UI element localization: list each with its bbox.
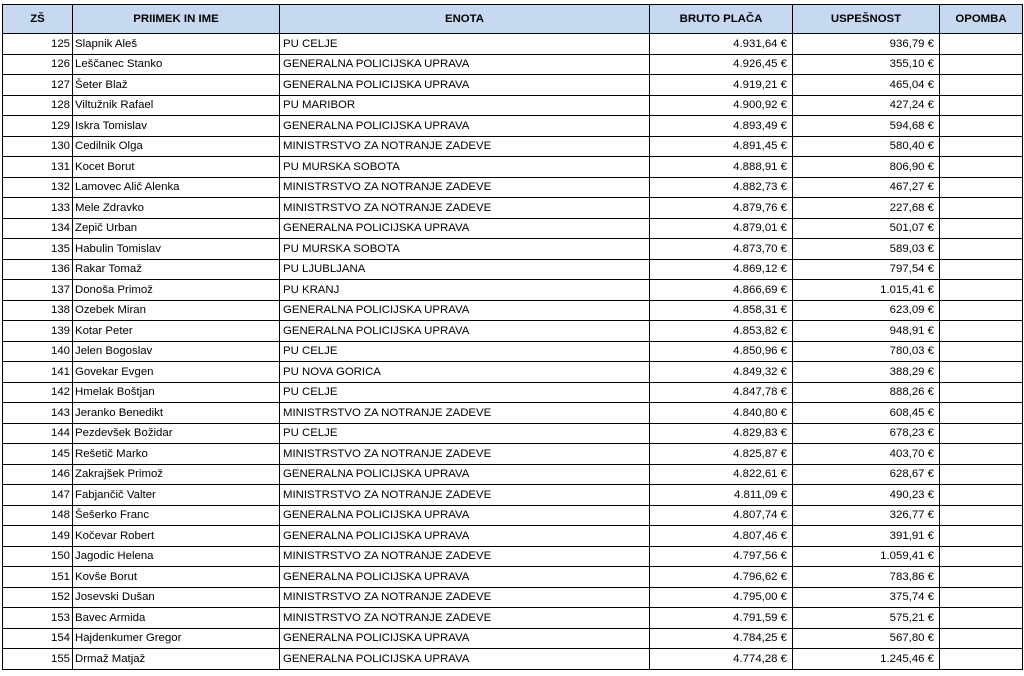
- cell-num: 128: [3, 95, 73, 116]
- cell-unit: PU MURSKA SOBOTA: [280, 239, 650, 260]
- cell-name: Hajdenkumer Gregor: [73, 628, 280, 649]
- cell-unit: GENERALNA POLICIJSKA UPRAVA: [280, 628, 650, 649]
- cell-num: 147: [3, 485, 73, 506]
- cell-num: 126: [3, 54, 73, 75]
- cell-unit: GENERALNA POLICIJSKA UPRAVA: [280, 54, 650, 75]
- cell-bonus: 1.015,41 €: [793, 280, 940, 301]
- table-row: [3, 75, 1023, 96]
- cell-gross: 4.869,12 €: [650, 259, 793, 280]
- cell-unit: GENERALNA POLICIJSKA UPRAVA: [280, 464, 650, 485]
- cell-bonus: 375,74 €: [793, 587, 940, 608]
- table-row: [3, 649, 1023, 670]
- cell-unit: MINISTRSTVO ZA NOTRANJE ZADEVE: [280, 546, 650, 567]
- cell-bonus: 490,23 €: [793, 485, 940, 506]
- cell-num: 139: [3, 321, 73, 342]
- cell-bonus: 501,07 €: [793, 218, 940, 239]
- cell-name: Govekar Evgen: [73, 362, 280, 383]
- cell-gross: 4.893,49 €: [650, 116, 793, 137]
- cell-gross: 4.882,73 €: [650, 177, 793, 198]
- table-row: [3, 362, 1023, 383]
- cell-unit: PU KRANJ: [280, 280, 650, 301]
- table-row: [3, 54, 1023, 75]
- cell-note: [940, 34, 1023, 55]
- header-unit: ENOTA: [280, 5, 650, 34]
- cell-name: Mele Zdravko: [73, 198, 280, 219]
- cell-num: 142: [3, 382, 73, 403]
- cell-num: 132: [3, 177, 73, 198]
- table-row: [3, 628, 1023, 649]
- cell-bonus: 780,03 €: [793, 341, 940, 362]
- table-row: [3, 259, 1023, 280]
- cell-note: [940, 546, 1023, 567]
- header-note: OPOMBA: [940, 5, 1023, 34]
- cell-num: 149: [3, 526, 73, 547]
- cell-note: [940, 505, 1023, 526]
- cell-gross: 4.873,70 €: [650, 239, 793, 260]
- cell-gross: 4.866,69 €: [650, 280, 793, 301]
- cell-name: Viltužnik Rafael: [73, 95, 280, 116]
- cell-gross: 4.849,32 €: [650, 362, 793, 383]
- cell-note: [940, 403, 1023, 424]
- cell-name: Pezdevšek Božidar: [73, 423, 280, 444]
- cell-note: [940, 321, 1023, 342]
- cell-note: [940, 116, 1023, 137]
- cell-name: Donoša Primož: [73, 280, 280, 301]
- table-row: [3, 300, 1023, 321]
- cell-bonus: 678,23 €: [793, 423, 940, 444]
- cell-gross: 4.825,87 €: [650, 444, 793, 465]
- cell-num: 151: [3, 567, 73, 588]
- cell-gross: 4.829,83 €: [650, 423, 793, 444]
- cell-bonus: 628,67 €: [793, 464, 940, 485]
- cell-note: [940, 300, 1023, 321]
- table-row: [3, 157, 1023, 178]
- cell-num: 143: [3, 403, 73, 424]
- cell-gross: 4.858,31 €: [650, 300, 793, 321]
- cell-num: 127: [3, 75, 73, 96]
- table-row: [3, 239, 1023, 260]
- cell-note: [940, 198, 1023, 219]
- table-row: [3, 34, 1023, 55]
- table-row: [3, 95, 1023, 116]
- cell-num: 155: [3, 649, 73, 670]
- table-row: [3, 567, 1023, 588]
- cell-note: [940, 177, 1023, 198]
- table-body: [3, 34, 1023, 670]
- cell-unit: MINISTRSTVO ZA NOTRANJE ZADEVE: [280, 608, 650, 629]
- cell-unit: GENERALNA POLICIJSKA UPRAVA: [280, 649, 650, 670]
- cell-gross: 4.847,78 €: [650, 382, 793, 403]
- header-num: ZŠ: [3, 5, 73, 34]
- cell-num: 146: [3, 464, 73, 485]
- cell-gross: 4.774,28 €: [650, 649, 793, 670]
- cell-note: [940, 444, 1023, 465]
- cell-gross: 4.919,21 €: [650, 75, 793, 96]
- cell-note: [940, 259, 1023, 280]
- cell-bonus: 391,91 €: [793, 526, 940, 547]
- cell-bonus: 783,86 €: [793, 567, 940, 588]
- cell-gross: 4.888,91 €: [650, 157, 793, 178]
- cell-unit: PU LJUBLJANA: [280, 259, 650, 280]
- header-name: PRIIMEK IN IME: [73, 5, 280, 34]
- cell-unit: GENERALNA POLICIJSKA UPRAVA: [280, 321, 650, 342]
- cell-note: [940, 341, 1023, 362]
- cell-num: 152: [3, 587, 73, 608]
- table-row: [3, 341, 1023, 362]
- cell-name: Rešetič Marko: [73, 444, 280, 465]
- cell-name: Jeranko Benedikt: [73, 403, 280, 424]
- cell-bonus: 403,70 €: [793, 444, 940, 465]
- cell-unit: MINISTRSTVO ZA NOTRANJE ZADEVE: [280, 136, 650, 157]
- table-row: [3, 485, 1023, 506]
- cell-gross: 4.796,62 €: [650, 567, 793, 588]
- table-row: [3, 116, 1023, 137]
- cell-name: Jagodic Helena: [73, 546, 280, 567]
- cell-gross: 4.850,96 €: [650, 341, 793, 362]
- header-row: [3, 5, 1023, 34]
- cell-bonus: 1.059,41 €: [793, 546, 940, 567]
- cell-bonus: 575,21 €: [793, 608, 940, 629]
- cell-name: Hmelak Boštjan: [73, 382, 280, 403]
- cell-name: Ozebek Miran: [73, 300, 280, 321]
- cell-unit: GENERALNA POLICIJSKA UPRAVA: [280, 300, 650, 321]
- cell-num: 125: [3, 34, 73, 55]
- table-row: [3, 177, 1023, 198]
- cell-name: Bavec Armida: [73, 608, 280, 629]
- cell-name: Zakrajšek Primož: [73, 464, 280, 485]
- cell-unit: PU CELJE: [280, 382, 650, 403]
- cell-num: 145: [3, 444, 73, 465]
- cell-bonus: 580,40 €: [793, 136, 940, 157]
- cell-unit: PU CELJE: [280, 34, 650, 55]
- cell-bonus: 623,09 €: [793, 300, 940, 321]
- header-gross: BRUTO PLAČA: [650, 5, 793, 34]
- cell-note: [940, 526, 1023, 547]
- cell-gross: 4.797,56 €: [650, 546, 793, 567]
- cell-note: [940, 95, 1023, 116]
- table-row: [3, 587, 1023, 608]
- cell-bonus: 427,24 €: [793, 95, 940, 116]
- cell-num: 137: [3, 280, 73, 301]
- table-row: [3, 136, 1023, 157]
- table-row: [3, 505, 1023, 526]
- cell-unit: GENERALNA POLICIJSKA UPRAVA: [280, 75, 650, 96]
- salary-table: [2, 4, 1023, 670]
- cell-gross: 4.931,64 €: [650, 34, 793, 55]
- cell-bonus: 888,26 €: [793, 382, 940, 403]
- cell-bonus: 227,68 €: [793, 198, 940, 219]
- cell-note: [940, 649, 1023, 670]
- cell-name: Kotar Peter: [73, 321, 280, 342]
- cell-note: [940, 567, 1023, 588]
- table-row: [3, 526, 1023, 547]
- cell-unit: PU NOVA GORICA: [280, 362, 650, 383]
- cell-unit: GENERALNA POLICIJSKA UPRAVA: [280, 505, 650, 526]
- cell-note: [940, 608, 1023, 629]
- cell-unit: GENERALNA POLICIJSKA UPRAVA: [280, 116, 650, 137]
- cell-name: Kočevar Robert: [73, 526, 280, 547]
- cell-gross: 4.807,46 €: [650, 526, 793, 547]
- cell-num: 153: [3, 608, 73, 629]
- cell-bonus: 355,10 €: [793, 54, 940, 75]
- cell-unit: GENERALNA POLICIJSKA UPRAVA: [280, 218, 650, 239]
- table-row: [3, 546, 1023, 567]
- cell-name: Rakar Tomaž: [73, 259, 280, 280]
- table-row: [3, 382, 1023, 403]
- cell-bonus: 589,03 €: [793, 239, 940, 260]
- cell-name: Cedilnik Olga: [73, 136, 280, 157]
- cell-gross: 4.900,92 €: [650, 95, 793, 116]
- cell-unit: MINISTRSTVO ZA NOTRANJE ZADEVE: [280, 198, 650, 219]
- cell-name: Kocet Borut: [73, 157, 280, 178]
- cell-num: 133: [3, 198, 73, 219]
- cell-name: Zepič Urban: [73, 218, 280, 239]
- cell-note: [940, 54, 1023, 75]
- table-row: [3, 321, 1023, 342]
- cell-gross: 4.879,76 €: [650, 198, 793, 219]
- cell-note: [940, 587, 1023, 608]
- cell-note: [940, 382, 1023, 403]
- table-row: [3, 464, 1023, 485]
- cell-bonus: 936,79 €: [793, 34, 940, 55]
- cell-num: 129: [3, 116, 73, 137]
- cell-gross: 4.807,74 €: [650, 505, 793, 526]
- cell-num: 154: [3, 628, 73, 649]
- cell-num: 144: [3, 423, 73, 444]
- cell-name: Slapnik Aleš: [73, 34, 280, 55]
- cell-unit: MINISTRSTVO ZA NOTRANJE ZADEVE: [280, 444, 650, 465]
- cell-name: Leščanec Stanko: [73, 54, 280, 75]
- cell-bonus: 567,80 €: [793, 628, 940, 649]
- cell-name: Šeter Blaž: [73, 75, 280, 96]
- cell-num: 136: [3, 259, 73, 280]
- cell-name: Habulin Tomislav: [73, 239, 280, 260]
- cell-num: 150: [3, 546, 73, 567]
- cell-bonus: 608,45 €: [793, 403, 940, 424]
- cell-name: Šešerko Franc: [73, 505, 280, 526]
- cell-gross: 4.926,45 €: [650, 54, 793, 75]
- cell-gross: 4.784,25 €: [650, 628, 793, 649]
- cell-gross: 4.891,45 €: [650, 136, 793, 157]
- table-row: [3, 608, 1023, 629]
- cell-num: 140: [3, 341, 73, 362]
- cell-gross: 4.822,61 €: [650, 464, 793, 485]
- cell-bonus: 594,68 €: [793, 116, 940, 137]
- table-row: [3, 198, 1023, 219]
- cell-unit: GENERALNA POLICIJSKA UPRAVA: [280, 567, 650, 588]
- cell-gross: 4.879,01 €: [650, 218, 793, 239]
- cell-bonus: 797,54 €: [793, 259, 940, 280]
- cell-name: Kovše Borut: [73, 567, 280, 588]
- cell-gross: 4.811,09 €: [650, 485, 793, 506]
- cell-name: Drmaž Matjaž: [73, 649, 280, 670]
- cell-num: 148: [3, 505, 73, 526]
- cell-unit: MINISTRSTVO ZA NOTRANJE ZADEVE: [280, 177, 650, 198]
- cell-bonus: 326,77 €: [793, 505, 940, 526]
- cell-note: [940, 485, 1023, 506]
- cell-note: [940, 464, 1023, 485]
- cell-bonus: 467,27 €: [793, 177, 940, 198]
- table-row: [3, 403, 1023, 424]
- cell-name: Jelen Bogoslav: [73, 341, 280, 362]
- cell-num: 130: [3, 136, 73, 157]
- cell-gross: 4.791,59 €: [650, 608, 793, 629]
- cell-unit: PU MURSKA SOBOTA: [280, 157, 650, 178]
- cell-num: 135: [3, 239, 73, 260]
- cell-name: Lamovec Alič Alenka: [73, 177, 280, 198]
- table-row: [3, 423, 1023, 444]
- table-row: [3, 280, 1023, 301]
- cell-note: [940, 280, 1023, 301]
- cell-unit: PU CELJE: [280, 423, 650, 444]
- table-row: [3, 444, 1023, 465]
- cell-gross: 4.853,82 €: [650, 321, 793, 342]
- cell-unit: MINISTRSTVO ZA NOTRANJE ZADEVE: [280, 485, 650, 506]
- cell-unit: MINISTRSTVO ZA NOTRANJE ZADEVE: [280, 403, 650, 424]
- cell-gross: 4.795,00 €: [650, 587, 793, 608]
- cell-num: 131: [3, 157, 73, 178]
- cell-num: 138: [3, 300, 73, 321]
- cell-num: 134: [3, 218, 73, 239]
- cell-unit: GENERALNA POLICIJSKA UPRAVA: [280, 526, 650, 547]
- header-bonus: USPEŠNOST: [793, 5, 940, 34]
- cell-note: [940, 75, 1023, 96]
- cell-unit: MINISTRSTVO ZA NOTRANJE ZADEVE: [280, 587, 650, 608]
- cell-note: [940, 423, 1023, 444]
- cell-note: [940, 362, 1023, 383]
- cell-unit: PU CELJE: [280, 341, 650, 362]
- cell-name: Fabjančič Valter: [73, 485, 280, 506]
- cell-bonus: 388,29 €: [793, 362, 940, 383]
- cell-unit: PU MARIBOR: [280, 95, 650, 116]
- cell-name: Iskra Tomislav: [73, 116, 280, 137]
- cell-bonus: 948,91 €: [793, 321, 940, 342]
- cell-gross: 4.840,80 €: [650, 403, 793, 424]
- cell-bonus: 1.245,46 €: [793, 649, 940, 670]
- cell-name: Josevski Dušan: [73, 587, 280, 608]
- cell-note: [940, 136, 1023, 157]
- cell-note: [940, 628, 1023, 649]
- cell-note: [940, 157, 1023, 178]
- table-row: [3, 218, 1023, 239]
- cell-bonus: 465,04 €: [793, 75, 940, 96]
- cell-num: 141: [3, 362, 73, 383]
- cell-bonus: 806,90 €: [793, 157, 940, 178]
- cell-note: [940, 218, 1023, 239]
- cell-note: [940, 239, 1023, 260]
